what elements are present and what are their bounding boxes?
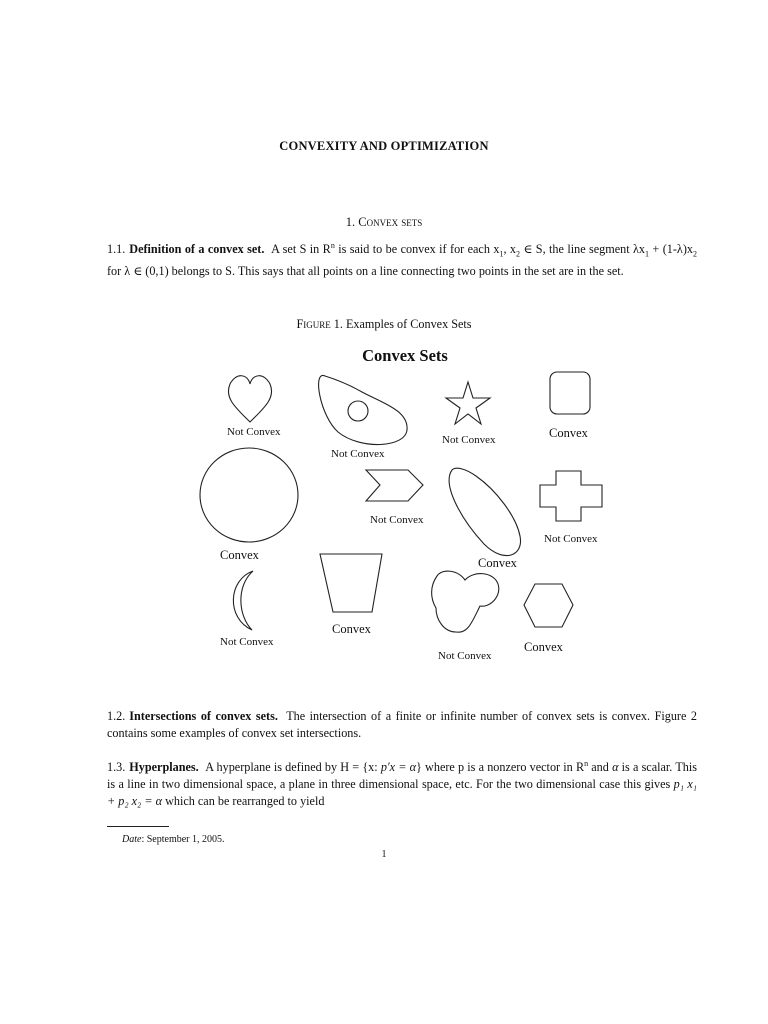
text: A set S in R [271,242,331,257]
hexagon-shape [524,584,573,627]
paragraph-hyperplanes [107,756,697,809]
figure-caption [0,317,768,332]
label-blob-hole: Not Convex [331,448,385,460]
para-heading: Definition of a convex set. [129,242,265,257]
footnote [122,834,225,845]
paragraph-definition [107,238,697,280]
para-text: The intersection of a finite or infinite number of convex sets is convex. Figure 2 contains some examples of convex set intersections. [107,709,697,740]
para-heading: Intersections of convex sets. [129,709,278,723]
page-number: 1 [381,849,387,860]
heart-shape [228,376,271,422]
subscript: 2 [692,249,697,259]
text: which can be rearranged to yield [162,793,325,808]
text: , x [503,242,516,257]
math: p₁ x₁ + p₂ x₂ = α [107,776,697,808]
para-heading: Hyperplanes. [129,760,199,775]
label-trapezoid: Convex [332,622,371,636]
label-cross: Not Convex [544,533,598,545]
hole-circle [348,401,368,421]
irregular-shape [432,571,499,632]
paragraph-intersections [107,708,697,742]
label-crescent: Not Convex [220,636,274,648]
text: for λ ∈ (0,1) belongs to S. This says that all points on a line connecting two points in the set are in the set. [107,264,624,279]
arrow-shape [366,470,423,501]
subscript: 1 [645,249,650,259]
footnote-text: : September 1, 2005. [141,834,225,845]
figure-shapes [190,340,620,670]
text: and [588,760,613,775]
section-name: Convex sets [358,215,423,229]
label-irregular: Not Convex [438,650,492,662]
crescent-shape [233,571,253,630]
section-number: 1. [345,215,356,229]
math: α [612,760,619,775]
circle-shape [200,448,298,542]
figure-title: Convex Sets [362,346,448,365]
subscript: 1 [499,249,504,259]
label-arrow: Not Convex [370,514,424,526]
text: is a scalar. This is a line in two dimensional space, a plane in three dimensional space, etc. For the two dimensional case this gives [107,760,697,791]
footnote-rule [107,826,169,827]
label-heart: Not Convex [227,426,281,438]
label-hexagon: Convex [524,640,563,654]
label-rounded-square: Convex [549,426,588,440]
label-ellipse: Convex [478,556,517,570]
ellipse-shape [449,468,520,555]
paper-title: CONVEXITY AND OPTIMIZATION [279,139,489,153]
star-shape [446,382,490,424]
rounded-square-shape [550,372,590,414]
convex-sets-figure [190,340,620,670]
cross-shape [540,471,602,521]
para-number: 1.3. [107,760,126,775]
trapezoid-shape [320,554,382,612]
text: + (1-λ)x [649,242,693,257]
superscript: n [330,241,335,250]
math: p′x = α [380,760,417,775]
label-circle: Convex [220,548,259,562]
label-star: Not Convex [442,434,496,446]
figure-label: Figure 1. [296,317,343,331]
footnote-label: Date [122,834,142,845]
para-number: 1.1. [107,242,126,257]
text: A hyperplane is defined by H = {x: [205,760,381,775]
superscript: n [584,759,589,768]
blob-with-hole-shape [319,375,408,444]
para-number: 1.2. [107,709,126,723]
section-heading [0,215,768,230]
text: } where p is a nonzero vector in R [416,760,585,775]
caption-text: Examples of Convex Sets [345,317,472,331]
subscript: 2 [515,249,520,259]
text: ∈ S, the line segment λx [519,242,646,257]
text: is said to be convex if for each x [334,242,500,257]
